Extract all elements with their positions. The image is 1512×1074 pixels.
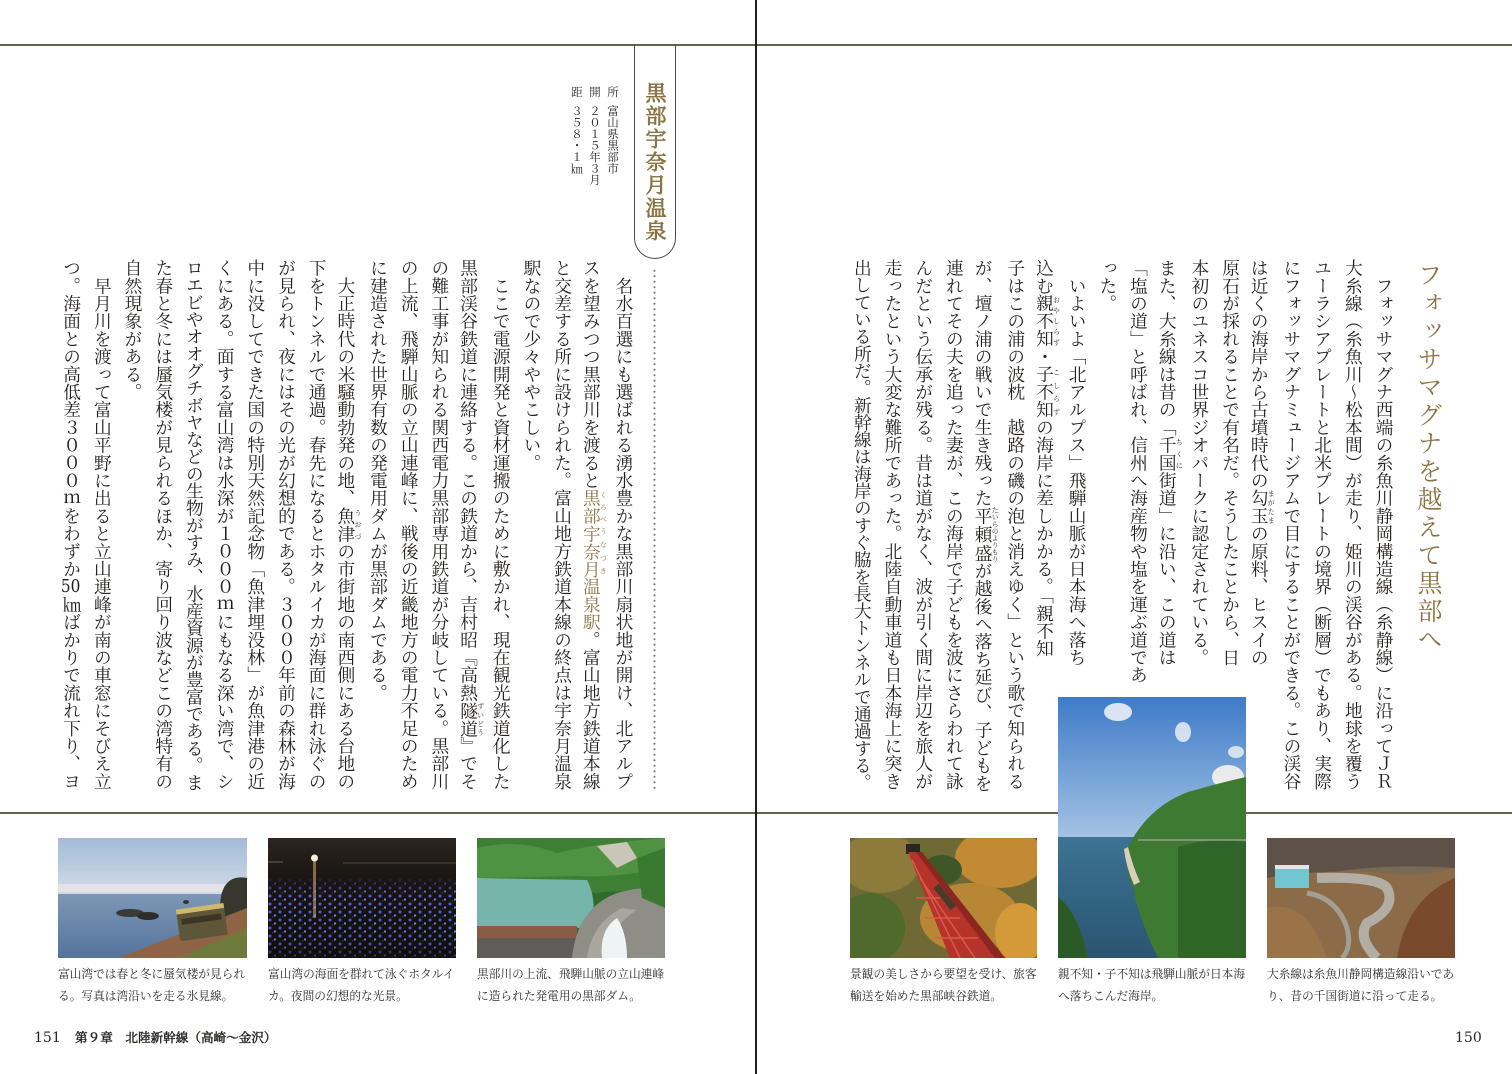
- info-value: ２０１５年３月: [588, 104, 602, 185]
- text-run: 下をトンネルで通過。春先になるとホタルイカが海面に群れ泳ぐの: [306, 259, 327, 790]
- text-run: んだという伝承が残る。昔は道がなく、波が引く間に岸辺を旅人が: [912, 259, 933, 790]
- body-column: [846, 259, 877, 791]
- body-column: [968, 259, 999, 791]
- photo-caption: [477, 963, 673, 1007]
- info-label: 開: [588, 86, 602, 98]
- station-name-highlight: [580, 489, 608, 631]
- ruby-text: うなづき: [599, 524, 608, 578]
- text-run: つ。海面との高低差３０００ｍをわずか: [60, 259, 81, 578]
- ruby-text: ずいどう: [476, 701, 485, 737]
- text-run: の上流、飛騨山脈の立山連峰に、戦後の近畿地方の電力不足のため: [398, 259, 419, 790]
- ruby-base: 千国: [1156, 436, 1177, 472]
- info-label: 所: [606, 86, 620, 98]
- text-run: ここで電源開発と資材運搬のために敷かれ、現在観光鉄道化した: [490, 259, 511, 790]
- text-run: 走ったという大変な難所であった。北陸自動車道も日本海上に突き: [882, 259, 902, 790]
- photo-oyashirazu-coast: [1058, 697, 1246, 958]
- body-column: [515, 259, 546, 791]
- photo-firefly-squid: [268, 838, 456, 958]
- text-run: 大糸線（糸魚川〜松本間）が走り、姫川の渓谷がある。地球を覆う: [1342, 259, 1363, 790]
- station-name: 黒部宇奈月温泉: [643, 82, 667, 243]
- caption-line: 親不知・子不知は飛騨山脈が日本海: [1058, 967, 1246, 981]
- ruby-annotation: [1033, 365, 1061, 419]
- ruby-annotation: [972, 506, 1000, 563]
- photo-image: [1058, 697, 1246, 958]
- ruby-text: まがたま: [1267, 489, 1276, 525]
- body-column: [485, 259, 516, 791]
- text-run: 子はこの浦の波枕 越路の磯の泡と消えゆく」という歌で知られる: [1004, 259, 1025, 790]
- caption-line: 景観の美しさから要望を受け、旅客: [850, 967, 1037, 981]
- body-column: [1275, 259, 1306, 791]
- body-column: [300, 259, 331, 791]
- ruby-text: うおづ: [353, 506, 362, 543]
- text-run: 駅なので少々ややこしい。: [520, 259, 541, 472]
- text-run: が、壇ノ浦の戦いで生き残った: [972, 259, 993, 507]
- ruby-base: 平頼盛: [972, 506, 993, 563]
- ruby-annotation: [334, 506, 362, 543]
- body-column: [393, 259, 424, 791]
- text-run: 自然現象がある。: [122, 259, 142, 401]
- text-run: 大正時代の米騒動勃発の地、: [334, 259, 355, 507]
- text-run: は近くの海岸から古墳時代の: [1248, 259, 1269, 490]
- text-run: ・: [1033, 347, 1054, 366]
- body-column: [1030, 259, 1061, 791]
- photo-image: [1267, 838, 1455, 958]
- ruby-text: ちくに: [1175, 436, 1184, 472]
- body-column: [331, 259, 362, 791]
- body-column: [907, 259, 938, 791]
- text-run: 温泉駅: [580, 577, 601, 631]
- text-run: 黒部渓谷鉄道に連絡する。この鉄道から、吉村昭『高熱: [457, 259, 478, 702]
- photo-caption: [58, 963, 254, 1007]
- body-column: [938, 259, 969, 791]
- body-column: [607, 259, 638, 791]
- ruby-text: たいらのよりもり: [991, 506, 1000, 563]
- body-column: [270, 259, 301, 791]
- caption-line: る。写真は湾沿いを走る氷見線。: [58, 989, 234, 1003]
- gutter-line: [755, 0, 757, 1074]
- caption-line: 富山湾では春と冬に蜃気楼が見られ: [58, 967, 246, 981]
- text-run: った。: [1096, 259, 1117, 313]
- text-run: が見られ、夜にはその光が幻想的である。３０００年前の森林が海: [275, 259, 296, 790]
- text-run: ロエビやオオグチボヤなどの生物がすみ、水産資源が豊富である。ま: [183, 259, 204, 791]
- caption-line: 富山湾の海面を群れて泳ぐホタルイ: [268, 967, 455, 981]
- body-column: [577, 259, 608, 791]
- body-column: [116, 259, 147, 791]
- ruby-base: 子不知: [1033, 365, 1054, 419]
- text-run: くにある。面する富山湾は水深が１０００ｍにもなる深い湾で、シ: [214, 259, 235, 790]
- text-run: た春と冬には蜃気楼が見られるほか、寄り回り波などこの湾特有の: [152, 259, 173, 790]
- text-run: の海岸に差しかかる。「親不知: [1033, 418, 1054, 658]
- text-run: の難工事が知られる関西電力黒部専用鉄道が分岐している。黒部川: [428, 259, 449, 790]
- ruby-base: 魚津: [334, 506, 355, 543]
- photo-image: [268, 838, 456, 958]
- body-column: [55, 259, 86, 791]
- ruby-annotation: [457, 701, 485, 737]
- body-column: [546, 259, 577, 791]
- text-run: 込む: [1033, 259, 1054, 295]
- text-run: 名水百選にも選ばれる湧水豊かな黒部川扇状地が開け、北アルプ: [613, 259, 633, 790]
- ruby-base: 隧道: [457, 701, 478, 737]
- photo-caption: [1058, 963, 1254, 1007]
- text-run: が越後へ落ち延び、子どもを: [972, 561, 993, 792]
- body-column: [1367, 259, 1398, 791]
- photo-kurobe-gorge-railway-bridge: [850, 838, 1037, 958]
- photo-kurobe-dam: [477, 838, 665, 958]
- text-run: また、大糸線は昔の「: [1156, 259, 1177, 436]
- ruby-annotation: [580, 524, 608, 578]
- text-run: に建造された世界有数の発電用ダムが黒部ダムである。: [367, 259, 388, 702]
- ruby-annotation: [1248, 489, 1276, 525]
- body-column: [1245, 259, 1276, 791]
- ruby-annotation: [1156, 436, 1184, 472]
- text-run: の市街地の南西側にある台地の: [334, 542, 355, 791]
- text-run: スを望みつつ黒部川を渡ると: [580, 259, 601, 490]
- text-run: 出している所だ。新幹線は海岸のすぐ脇を長大トンネルで通過する。: [851, 259, 872, 791]
- text-run: ㎞ばかりで流れ下り、ヨ: [60, 595, 81, 791]
- caption-line: 輸送を始めた黒部峡谷鉄道。: [850, 989, 1002, 1003]
- photo-image: [850, 838, 1037, 958]
- body-column: [147, 259, 178, 791]
- text-run: ユーラシアプレートと北米プレートの境界（断層）でもあり、実際: [1311, 259, 1332, 790]
- ruby-base: 勾玉: [1248, 489, 1269, 525]
- text-run: いよいよ「北アルプス」飛騨山脈が日本海へ落ち: [1066, 259, 1087, 667]
- ruby-annotation: [580, 489, 608, 525]
- text-run: と交差する所に設けられた。富山地方鉄道本線の終点は宇奈月温泉: [551, 259, 572, 790]
- page-number-left: 151: [34, 1030, 61, 1046]
- tate-chu-yoko-number: 50: [60, 577, 81, 596]
- photo-caption: [1267, 963, 1463, 1007]
- text-run: 原石が採れることで有名だ。そうしたことから、日: [1219, 259, 1240, 667]
- section-heading: フォッサマグナを越えて黒部へ: [1414, 262, 1443, 654]
- body-column: [999, 259, 1030, 791]
- text-run: フォッサマグナ西端の糸魚川静岡構造線（糸静線）に沿ってＪＲ: [1373, 259, 1393, 790]
- caption-line: り、昔の千国街道に沿って走る。: [1267, 989, 1443, 1003]
- body-column: [454, 259, 485, 791]
- text-run: 中に没してできた国の特別天然記念物「魚津埋没林」が魚津港の近: [244, 259, 265, 790]
- ruby-base: 親不知: [1033, 294, 1054, 348]
- body-column: [178, 259, 209, 791]
- dotted-divider: [653, 268, 656, 790]
- caption-line: に造られた発電用の黒部ダム。: [477, 989, 641, 1003]
- body-column: [423, 259, 454, 791]
- body-column: [208, 259, 239, 791]
- text-run: 。富山地方鉄道本線: [580, 630, 601, 791]
- text-run: 連れてその夫を追った妻が、この海岸で子どもを波にさらわれて詠: [943, 259, 964, 790]
- ruby-text: こしらず: [1052, 365, 1061, 419]
- ruby-base: 黒部: [580, 489, 601, 525]
- photo-caption: [850, 963, 1046, 1007]
- photo-oito-line-valley: [1267, 838, 1455, 958]
- text-run: 街道」に沿い、この道は: [1156, 471, 1177, 667]
- info-value: 富山県黒部市: [606, 104, 620, 174]
- body-column: [1337, 259, 1368, 791]
- text-run: 本初のユネスコ世界ジオパークに認定されている。: [1188, 259, 1209, 667]
- text-run: 「塩の道」と呼ばれ、信州へ海産物や塩を運ぶ道であ: [1127, 259, 1148, 684]
- station-info-distance: [570, 86, 584, 174]
- ruby-annotation: [1033, 294, 1061, 348]
- ruby-text: くろべ: [599, 489, 608, 525]
- caption-line: 大糸線は糸魚川静岡構造線沿いであ: [1267, 967, 1455, 981]
- caption-line: へ落ちこんだ海岸。: [1058, 989, 1164, 1003]
- caption-line: 黒部川の上流、飛騨山脈の立山連峰: [477, 967, 665, 981]
- station-info-location: [606, 86, 620, 174]
- photo-image: [477, 838, 665, 958]
- ruby-text: おやしらず: [1052, 294, 1061, 348]
- text-run: にフォッサマグナミュージアムで目にすることができる。この渓谷: [1280, 259, 1301, 790]
- body-column: [1306, 259, 1337, 791]
- caption-line: カ。夜間の幻想的な光景。: [268, 989, 408, 1003]
- photo-image: [58, 838, 247, 958]
- body-column: [86, 259, 117, 791]
- text-run: 早月川を渡って富山平野に出ると立山連峰が南の車窓にそびえ立: [91, 259, 112, 790]
- photo-toyama-bay-train: [58, 838, 247, 958]
- running-head: 第９章 北陸新幹線（高崎〜金沢）: [75, 1030, 277, 1045]
- body-column: [876, 259, 907, 791]
- info-value: ３５８・１㎞: [570, 104, 584, 174]
- info-label: 距: [570, 86, 584, 98]
- body-column: [362, 259, 393, 791]
- page-number-right: 150: [1455, 1030, 1482, 1046]
- station-info-opened: [588, 86, 602, 185]
- text-run: の原料、ヒスイの: [1248, 524, 1269, 667]
- photo-caption: [268, 963, 464, 1007]
- ruby-base: 宇奈月: [580, 524, 601, 578]
- body-column: [239, 259, 270, 791]
- left-body-text: [55, 259, 638, 791]
- text-run: 』でそ: [457, 736, 478, 791]
- station-heading-box: [634, 44, 676, 259]
